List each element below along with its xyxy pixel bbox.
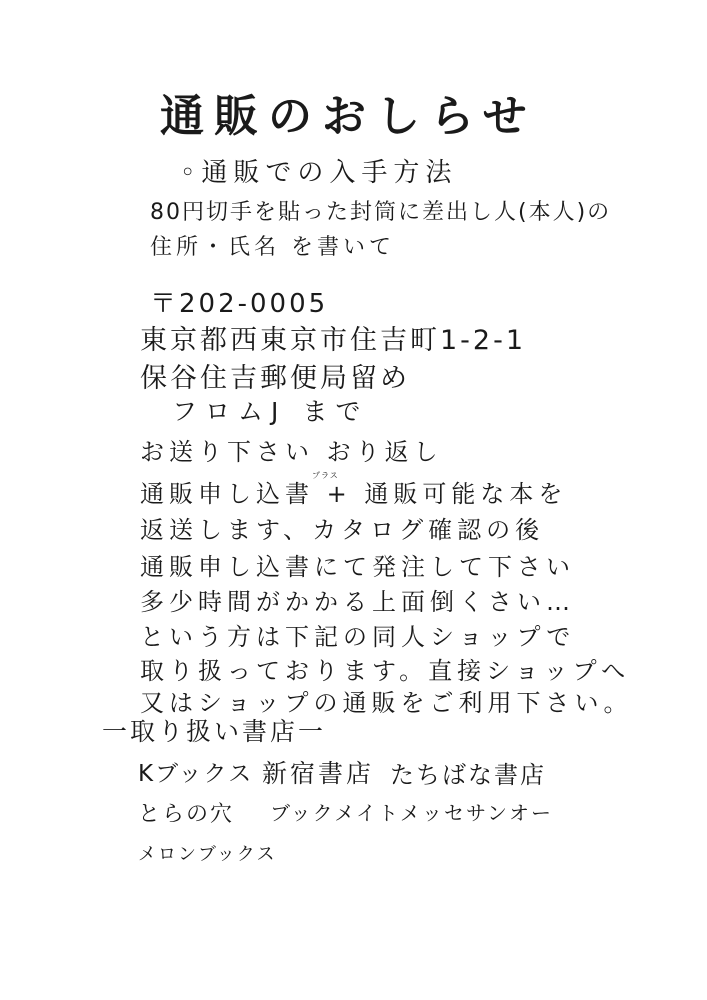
body-line: 又はショップの通販をご利用下さい。 [140,689,633,717]
address-line: フロムJ まで [172,397,369,426]
address-line: 東京都西東京市住吉町1-2-1 [140,325,527,356]
body-line: お送り下さい おり返し [140,438,443,466]
shop-name: 新宿書店 [262,759,375,788]
body-line: という方は下記の同人ショップで [140,623,576,651]
shop-name: Kブックス [138,761,254,787]
shop-name: メッセサンオー [400,801,553,825]
shop-name: ブックメイト [270,801,400,825]
shop-name: とらの穴 [138,802,235,827]
shop-name: たちばな書店 [390,761,546,789]
address-line: 保谷住吉郵便局留め [140,363,410,394]
body-line: 多少時間がかかる上面倒くさい… [140,588,575,616]
page-title: 通販のおしらせ [160,91,537,142]
body-line: 通販申し込書にて発注して下さい [140,553,575,581]
requirement-line: 住所・氏名 を書いて [150,235,395,260]
postal-code: 〒202-0005 [150,289,329,319]
body-line: 取り扱っております。直接ショップへ [140,657,631,685]
body-line: 通販申し込書 + 通販可能な本を [140,480,568,508]
requirement-line: 80円切手を貼った封筒に差出し人(本人)の [150,200,612,225]
plus-note: プラス [312,471,339,480]
shop-name: メロンブックス [138,844,277,865]
shops-heading: 一取り扱い書店一 [102,717,327,746]
body-line: 返送します、カタログ確認の後 [140,516,545,544]
method-heading: ◦通販での入手方法 [180,158,458,188]
